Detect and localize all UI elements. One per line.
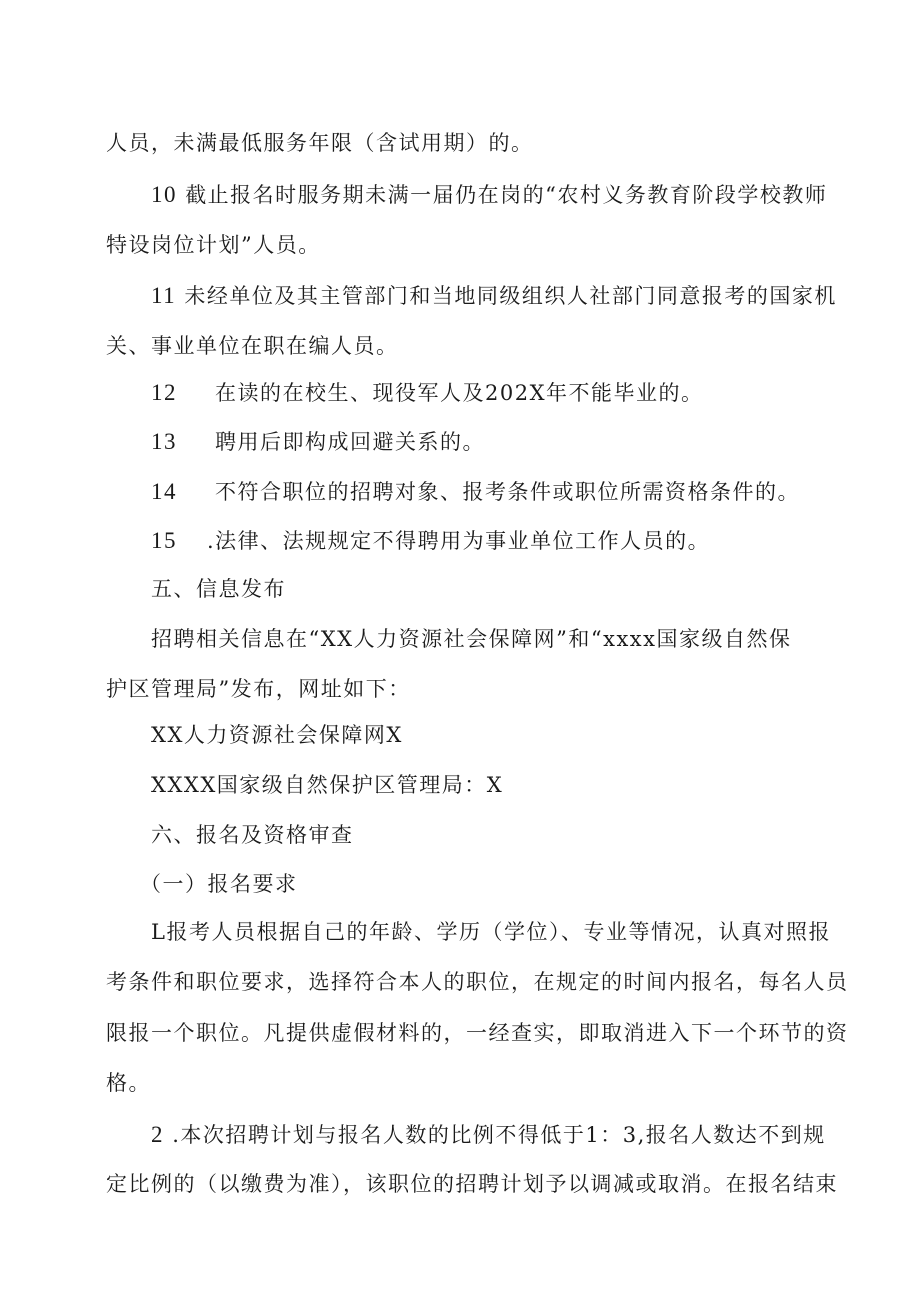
paragraph-line xyxy=(106,676,411,702)
line-text: XXXX国家级自然保护区管理局：X xyxy=(151,773,504,797)
line-text: L报考人员根据自己的年龄、学历（学位）、专业等情况，认真对照报 xyxy=(151,920,831,944)
item-text: 在读的在校生、现役军人及202X年不能毕业的。 xyxy=(215,381,704,405)
heading-text: 五、信息发布 xyxy=(151,577,286,601)
item-text: .法律、法规规定不得聘用为事业单位工作人员的。 xyxy=(207,529,711,553)
website-line xyxy=(151,772,503,798)
heading-text: 六、报名及资格审查 xyxy=(151,823,354,847)
list-item-12 xyxy=(151,380,704,406)
item-text: 聘用后即构成回避关系的。 xyxy=(215,430,485,454)
paragraph-line xyxy=(106,232,321,258)
item-number: 2 xyxy=(151,1122,164,1147)
item-text: 不符合职位的招聘对象、报考条件或职位所需资格条件的。 xyxy=(215,480,800,504)
paragraph-line xyxy=(151,919,831,945)
paragraph-line xyxy=(106,1171,838,1197)
item-number: 14 xyxy=(151,479,177,504)
list-item-14 xyxy=(151,479,800,505)
paragraph-line xyxy=(106,969,849,995)
item-text: 截止报名时服务期未满一届仍在岗的“农村义务教育阶段学校教师 xyxy=(185,183,828,207)
list-item-11 xyxy=(151,283,837,309)
line-text: XX人力资源社会保障网X xyxy=(151,723,403,747)
item-number: 15 xyxy=(151,528,177,553)
line-text: 人员，未满最低服务年限（含试用期）的。 xyxy=(106,131,534,155)
section-heading-5 xyxy=(151,576,286,602)
list-item-15 xyxy=(151,528,710,554)
paragraph-line xyxy=(106,1070,151,1096)
subsection-heading xyxy=(140,871,298,897)
line-text: 关、事业单位在职在编人员。 xyxy=(106,334,399,358)
line-text: 考条件和职位要求，选择符合本人的职位，在规定的时间内报名，每名人员 xyxy=(106,970,849,994)
line-text: 定比例的（以缴费为准），该职位的招聘计划予以调减或取消。在报名结束 xyxy=(106,1172,838,1196)
line-text: 护区管理局”发布，网址如下： xyxy=(106,677,411,701)
paragraph-line xyxy=(106,130,534,156)
list-item-10 xyxy=(151,182,827,208)
section-heading-6 xyxy=(151,822,354,848)
item-number: 10 xyxy=(151,182,177,207)
website-line xyxy=(151,722,403,748)
item-number: 13 xyxy=(151,429,177,454)
item-number: 11 xyxy=(151,283,177,308)
paragraph-line xyxy=(151,626,791,652)
item-number: 12 xyxy=(151,380,177,405)
line-text: 格。 xyxy=(106,1071,151,1095)
list-item-13 xyxy=(151,429,485,455)
line-text: 限报一个职位。凡提供虚假材料的，一经查实，即取消进入下一个环节的资 xyxy=(106,1021,849,1045)
item-text: .本次招聘计划与报名人数的比例不得低于1：3,报名人数达不到规 xyxy=(172,1123,826,1147)
list-item-2 xyxy=(151,1122,826,1148)
line-text: 招聘相关信息在“XX人力资源社会保障网”和“xxxx国家级自然保 xyxy=(151,627,792,651)
heading-text: （一）报名要求 xyxy=(140,872,298,896)
line-text: 特设岗位计划”人员。 xyxy=(106,233,321,257)
paragraph-line xyxy=(106,1020,849,1046)
item-text: 未经单位及其主管部门和当地同级组织人社部门同意报考的国家机 xyxy=(184,284,837,308)
paragraph-line xyxy=(106,333,399,359)
